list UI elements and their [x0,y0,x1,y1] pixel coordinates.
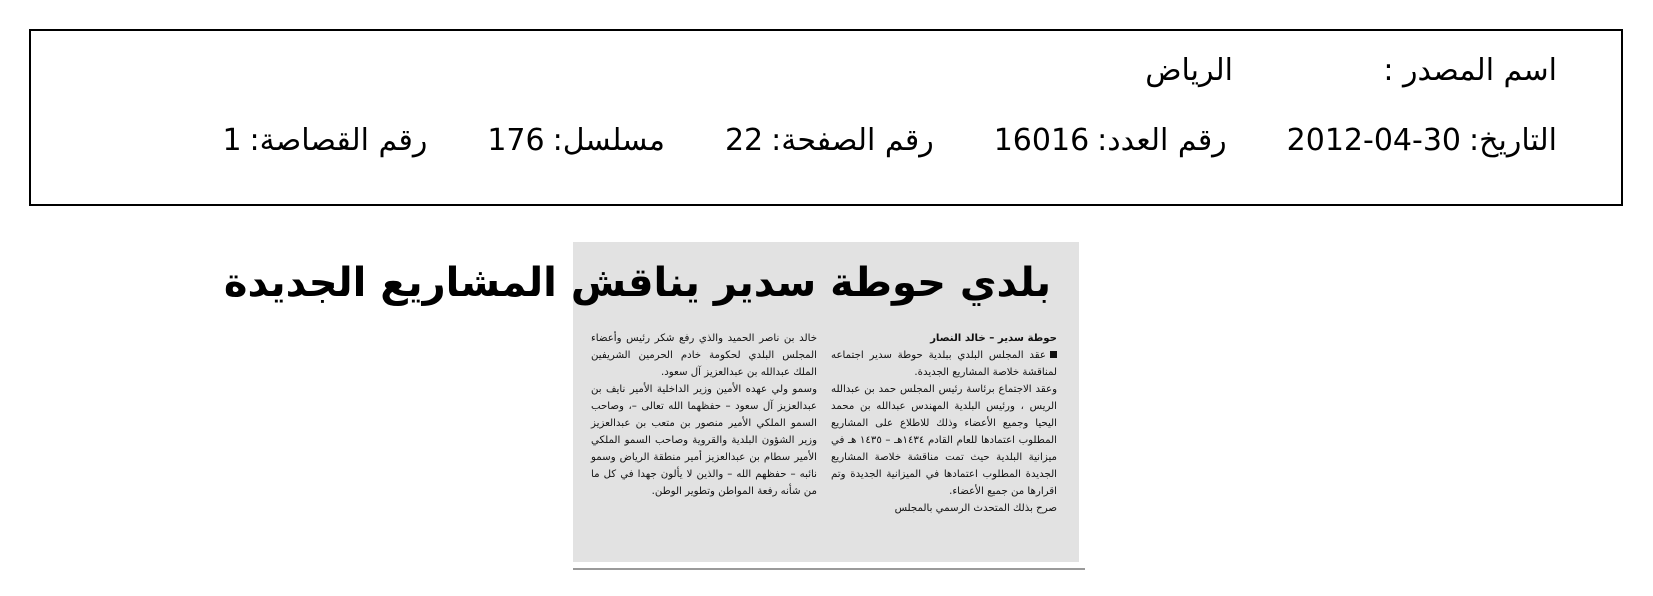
issue-value: 16016 [993,123,1090,158]
source-value: الرياض [1145,53,1233,88]
page-field [725,123,934,158]
article-column-left [591,330,817,500]
metadata-row [162,123,1557,158]
serial-label: مسلسل: [552,123,665,158]
date-field [1287,123,1557,158]
source-label: اسم المصدر : [1383,53,1557,88]
issue-field [994,123,1227,158]
article-paragraph: وسمو ولي عهده الأمين وزير الداخلية الأمير نايف بن عبدالعزيز آل سعود – حفظهما الله تعالى –، وصاحب السمو الملكي الأمير منصور بن متعب بن عبدالعزيز وزير الشؤون البلدية والقروية وصاحب السمو الملكي الأمير سطام بن عبدالعزيز أمير منطقة الرياض وسمو نائبه – حفظهم الله – والذين لا يألون جهدا في كل ما من شأنه رفعة المواطن وتطوير الوطن. [591,384,817,497]
clip-number-field [222,123,427,158]
date-value: 2012-04-30 [1286,123,1462,158]
article-column-right [831,330,1057,517]
article-headline: بلدي حوطة سدير يناقش المشاريع الجديدة [223,260,1051,306]
article-paragraph: وعقد الاجتماع برئاسة رئيس المجلس حمد بن عبدالله الريس ، ورئيس البلدية المهندس عبدالله بن محمد اليحيا وجميع الأعضاء وذلك للاطلاع على المشاريع المطلوب اعتمادها للعام القادم ١٤٣٤هـ – ١٤٣٥ هـ في ميزانية البلدية حيث تمت مناقشة خلاصة المشاريع الجديدة المطلوب اعتمادها في الميزانية الجديدة وتم اقرارها من جميع الأعضاء. [831,384,1057,497]
serial-value: 176 [487,123,545,158]
issue-label: رقم العدد: [1097,123,1227,158]
newspaper-clipping [223,242,1079,562]
date-label: التاريخ: [1469,123,1557,158]
serial-field [487,123,665,158]
clip-number-label: رقم القصاصة: [249,123,428,158]
source-info-box [29,29,1623,206]
page-value: 22 [724,123,764,158]
clip-number-value: 1 [222,123,242,158]
clipping-rule [573,568,1085,570]
article-paragraph: عقد المجلس البلدي ببلدية حوطة سدير اجتماعه لمناقشة خلاصة المشاريع الجديدة. [831,350,1057,378]
page-label: رقم الصفحة: [771,123,934,158]
square-bullet-icon [1050,351,1057,358]
article-paragraph: خالد بن ناصر الحميد والذي رفع شكر رئيس وأعضاء المجلس البلدي لحكومة خادم الحرمين الشريفين الملك عبدالله بن عبدالعزيز آل سعود. [591,333,817,378]
article-byline: حوطة سدير – خالد النصار [930,333,1057,344]
article-paragraph: صرح بذلك المتحدث الرسمي بالمجلس [894,503,1057,514]
